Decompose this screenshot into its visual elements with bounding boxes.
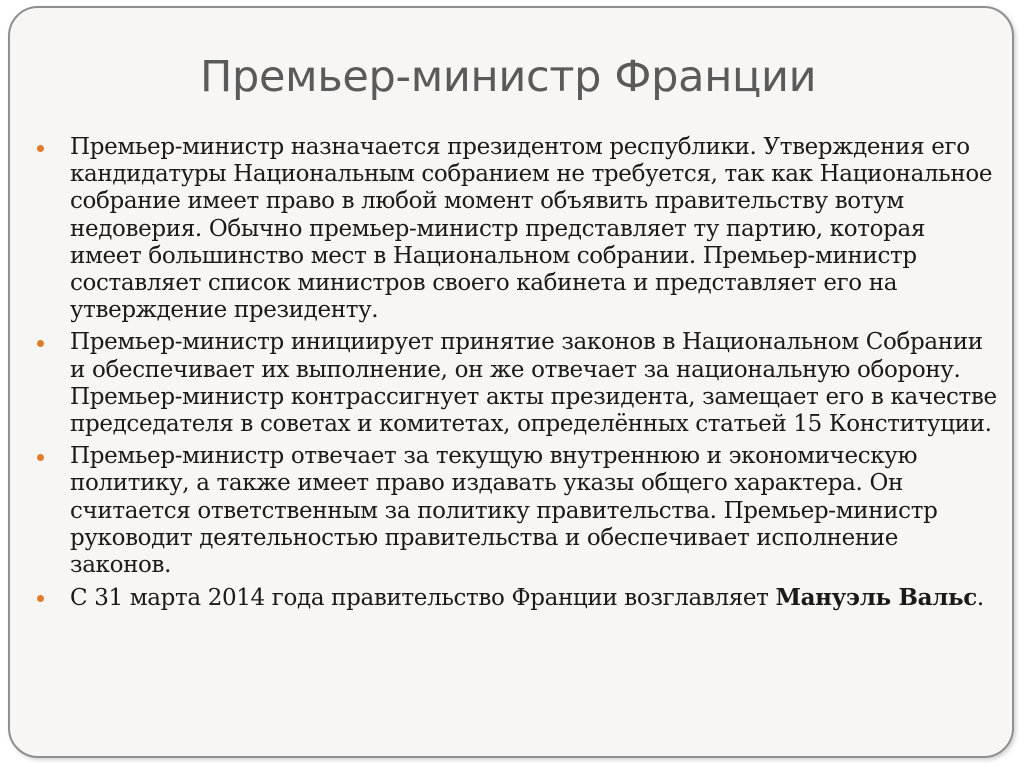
bullet-dot-icon [37,454,44,461]
bullet-item [36,134,1002,324]
bullet-item [36,443,1002,579]
bullet-text: Премьер-министр назначается президентом республики. Утверждения его кандидатуры Национальным собранием не требуется, так как Национальное собрание имеет право в любой момент объявить правительству вотум недоверия. Обычно премьер-министр представляет ту партию, которая имеет большинство мест в Национальном собрании. Премьер-министр составляет список министров своего кабинета и представляет его на утверждение президенту. [70,134,993,324]
bullet-text: Премьер-министр отвечает за текущую внутреннюю и экономическую политику, а также имеет право издавать указы общего характера. Он считается ответственным за политику правительства. Премьер-министр руководит деятельностью правительства и обеспечивает исполнение законов. [70,443,938,579]
slide-frame [8,6,1014,758]
bullet-dot-icon [37,145,44,152]
bullet-text: С 31 марта 2014 года правительство Франции возглавляет [70,585,776,612]
bullet-list [36,134,1002,617]
bullet-dot-icon [37,340,44,347]
bullet-item [36,584,1002,612]
bullet-item [36,329,1002,438]
bullet-dot-icon [37,595,44,602]
bullet-text: Премьер-министр инициирует принятие законов в Национальном Собрании и обеспечивает их выполнение, он же отвечает за национальную оборону. Премьер-министр контрассигнует акты президента, замещает его в качестве председателя в советах и комитетах, определённых статьей 15 Конституции. [70,329,997,438]
bullet-bold-name: Мануэль Вальс [775,584,977,612]
slide-title: Премьер-министр Франции [200,52,817,102]
bullet-suffix: . [976,585,984,612]
